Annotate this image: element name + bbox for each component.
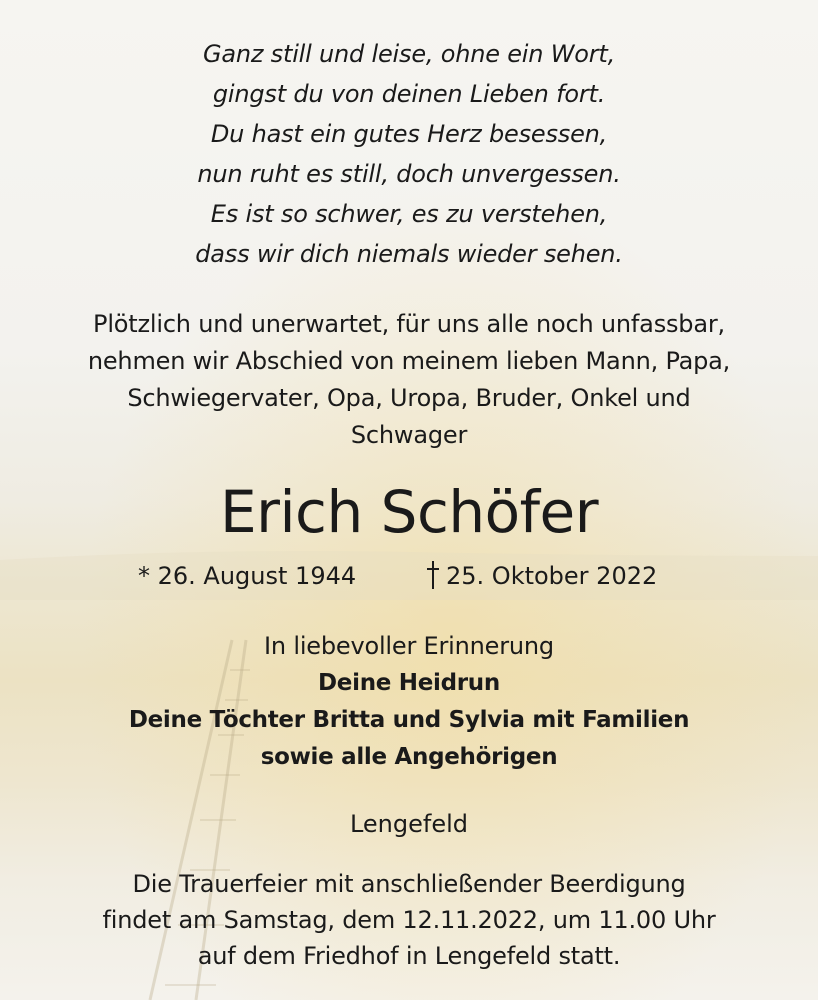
poem-line: gingst du von deinen Lieben fort.: [212, 80, 606, 108]
birth-date: * 26. August 1944: [138, 562, 357, 590]
cross-icon: [426, 561, 440, 589]
poem-line: Du hast ein gutes Herz besessen,: [210, 120, 608, 148]
farewell-line: Schwager: [350, 421, 468, 449]
poem-line: dass wir dich niemals wieder sehen.: [195, 240, 623, 268]
death-date: 25. Oktober 2022: [446, 562, 658, 590]
farewell-text: [0, 306, 818, 454]
mourners-block: [0, 628, 818, 776]
death-date-group: [426, 556, 657, 596]
poem: [0, 34, 818, 274]
service-line: Die Trauerfeier mit anschließender Beerdigung: [132, 870, 686, 898]
farewell-line: Plötzlich und unerwartet, für uns alle noch unfassbar,: [93, 310, 725, 338]
memory-line: In liebevoller Erinnerung: [264, 632, 554, 660]
farewell-line: nehmen wir Abschied von meinem lieben Mann, Papa,: [87, 347, 731, 375]
poem-line: Ganz still und leise, ohne ein Wort,: [202, 40, 616, 68]
mourner-line: Deine Töchter Britta und Sylvia mit Familien: [128, 707, 690, 733]
service-line: findet am Samstag, dem 12.11.2022, um 11.00 Uhr: [102, 906, 716, 934]
deceased-name: Erich Schöfer: [219, 478, 599, 546]
mourner-line: Deine Heidrun: [318, 670, 500, 696]
service-line: auf dem Friedhof in Lengefeld statt.: [197, 942, 621, 970]
poem-line: nun ruht es still, doch unvergessen.: [197, 160, 621, 188]
life-dates: [0, 556, 818, 596]
place-name: Lengefeld: [349, 810, 469, 838]
mourner-line: sowie alle Angehörigen: [260, 744, 558, 770]
farewell-line: Schwiegervater, Opa, Uropa, Bruder, Onkel und: [127, 384, 691, 412]
funeral-service-info: [0, 866, 818, 974]
poem-line: Es ist so schwer, es zu verstehen,: [210, 200, 608, 228]
